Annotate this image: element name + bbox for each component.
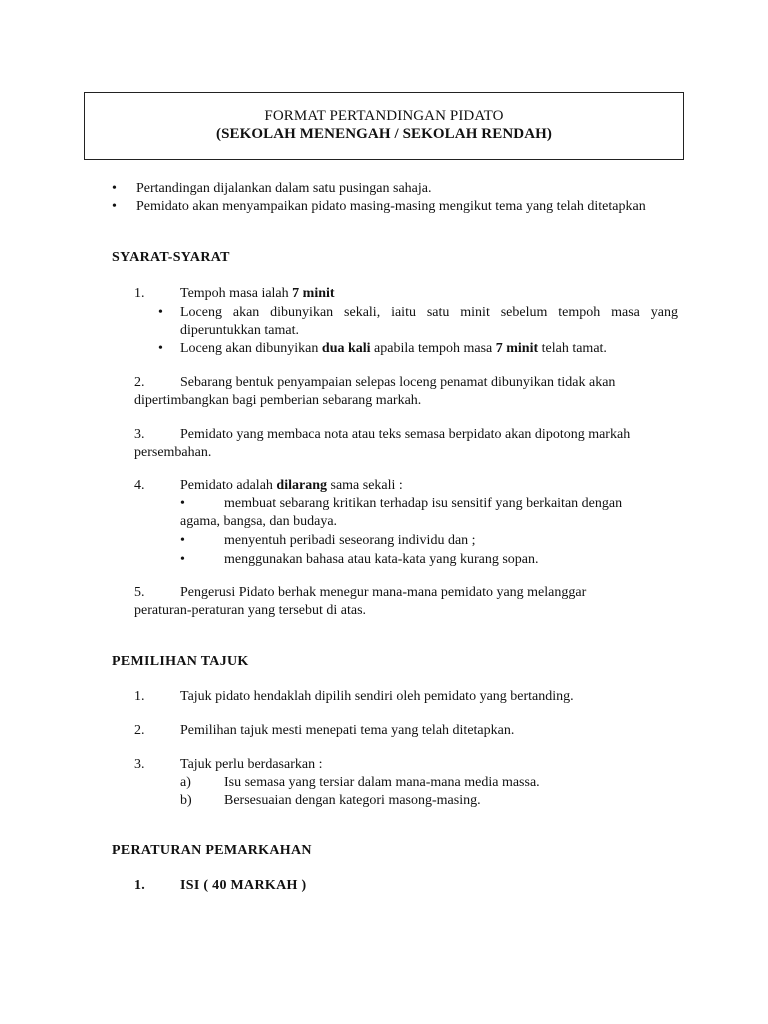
syarat-item-1-bullet-2 xyxy=(180,340,678,358)
syarat-item-1-bullet-1-dot: • xyxy=(158,305,163,320)
pemilihan-sub-a-label: a) xyxy=(180,775,191,790)
pemilihan-sub-b-text: Bersesuaian dengan kategori masong-masing. xyxy=(224,793,481,808)
pemilihan-item-3-number: 3. xyxy=(134,757,145,772)
bullet-2-part-d: 7 minit xyxy=(495,341,539,356)
syarat-item-4-bullet-1-first: membuat sebarang kritikan terhadap isu sensitif yang berkaitan dengan xyxy=(224,496,623,511)
syarat-item-4-bullet-2-dot: • xyxy=(180,533,185,548)
pemilihan-item-2-number: 2. xyxy=(134,723,145,738)
pemilihan-sub-b-label: b) xyxy=(180,793,192,808)
intro-bullet-2: Pemidato akan menyampaikan pidato masing-masing mengikut tema yang telah ditetapkan xyxy=(136,199,646,214)
intro-bullet-1: Pertandingan dijalankan dalam satu pusingan sahaja. xyxy=(136,181,432,196)
syarat-item-1-duration: 7 minit xyxy=(292,286,335,301)
pemilihan-item-2-text: Pemilihan tajuk mesti menepati tema yang telah ditetapkan. xyxy=(180,723,515,738)
syarat-item-4-number: 4. xyxy=(134,478,145,493)
pemilihan-item-1-number: 1. xyxy=(134,689,145,704)
syarat-item-3-number: 3. xyxy=(134,427,145,442)
pemilihan-item-1-text: Tajuk pidato hendaklah dipilih sendiri oleh pemidato yang bertanding. xyxy=(180,689,574,704)
peraturan-item-1-text: ISI ( 40 MARKAH ) xyxy=(180,878,307,893)
syarat-item-1-text xyxy=(180,285,335,303)
syarat-item-4-dilarang: dilarang xyxy=(276,478,327,493)
syarat-item-1-bullet-2-dot: • xyxy=(158,341,163,356)
syarat-item-4-bullet-3-dot: • xyxy=(180,552,185,567)
section-heading-peraturan: PERATURAN PEMARKAHAN xyxy=(112,843,312,858)
syarat-item-4-bullet-3: menggunakan bahasa atau kata-kata yang kurang sopan. xyxy=(224,552,539,567)
intro-bullet-2-dot: • xyxy=(112,199,117,214)
syarat-item-4-bullet-2: menyentuh peribadi seseorang individu dan ; xyxy=(224,533,476,548)
syarat-item-4-text-c: sama sekali : xyxy=(327,478,403,493)
syarat-item-4-bullet-1-rest: agama, bangsa, dan budaya. xyxy=(180,514,338,529)
syarat-item-4-text-a: Pemidato adalah xyxy=(180,478,277,493)
document-subtitle: (SEKOLAH MENENGAH / SEKOLAH RENDAH) xyxy=(215,126,553,142)
document-title: FORMAT PERTANDINGAN PIDATO xyxy=(264,108,504,124)
syarat-item-3-rest: persembahan. xyxy=(134,445,212,460)
syarat-item-1-text-a: Tempoh masa ialah xyxy=(180,286,293,301)
syarat-item-2-rest: dipertimbangkan bagi pemberian sebarang markah. xyxy=(134,393,422,408)
syarat-item-5-number: 5. xyxy=(134,585,145,600)
peraturan-item-1-number: 1. xyxy=(134,878,146,893)
bullet-2-part-e: telah tamat. xyxy=(538,341,607,356)
syarat-item-4-bullet-1-dot: • xyxy=(180,496,185,511)
section-heading-pemilihan: PEMILIHAN TAJUK xyxy=(112,654,249,669)
syarat-item-5-rest: peraturan-peraturan yang tersebut di atas. xyxy=(134,603,367,618)
pemilihan-sub-a-text: Isu semasa yang tersiar dalam mana-mana media massa. xyxy=(224,775,540,790)
bullet-2-part-a: Loceng akan dibunyikan xyxy=(180,341,322,356)
syarat-item-5-first-line: Pengerusi Pidato berhak menegur mana-mana pemidato yang melanggar xyxy=(180,585,587,600)
pemilihan-item-3-text: Tajuk perlu berdasarkan : xyxy=(180,757,323,772)
syarat-item-4-text xyxy=(180,477,403,495)
syarat-item-1-number: 1. xyxy=(134,286,145,301)
syarat-item-1-bullet-1: Loceng akan dibunyikan sekali, iaitu satu minit sebelum tempoh masa yang diperuntukkan tamat. xyxy=(180,305,678,338)
intro-bullet-1-dot: • xyxy=(112,181,117,196)
bullet-2-part-c: apabila tempoh masa xyxy=(370,341,496,356)
syarat-item-2-first-line: Sebarang bentuk penyampaian selepas loceng penamat dibunyikan tidak akan xyxy=(180,375,616,390)
syarat-item-2-number: 2. xyxy=(134,375,145,390)
syarat-item-3-first-line: Pemidato yang membaca nota atau teks semasa berpidato akan dipotong markah xyxy=(180,427,631,442)
bullet-2-part-b: dua kali xyxy=(321,341,371,356)
section-heading-syarat: SYARAT-SYARAT xyxy=(112,250,230,265)
